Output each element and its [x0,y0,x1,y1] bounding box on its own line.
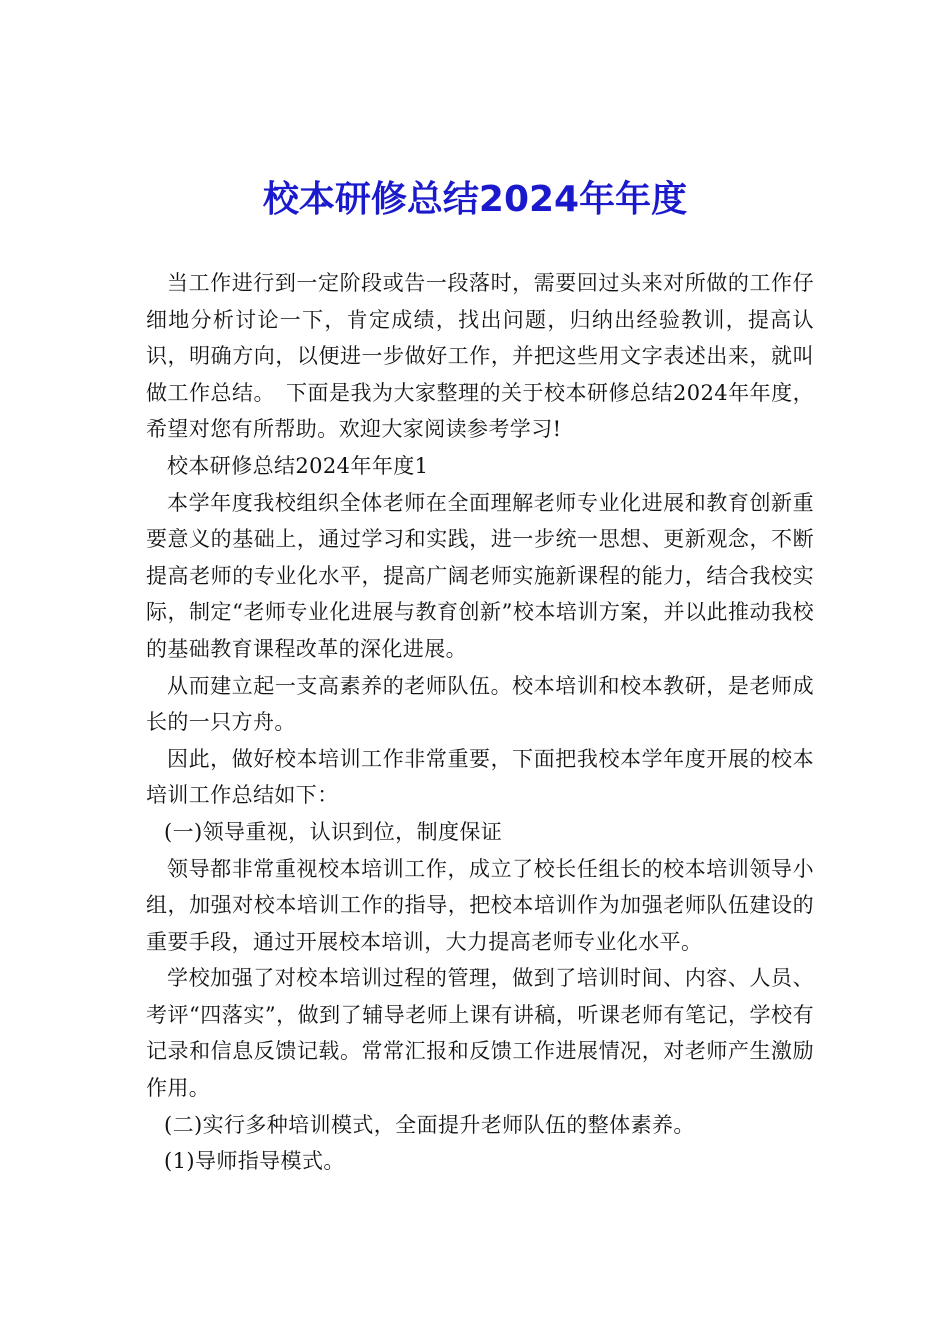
document-title: 校本研修总结2024年年度 [262,179,688,220]
subheading-training-modes: (二)实行多种培训模式，全面提升老师队伍的整体素养。 [164,1112,695,1137]
paragraph-summary-intro: 因此，做好校本培训工作非常重要，下面把我校本学年度开展的校本培训工作总结如下： [146,746,814,808]
paragraph-leadership: 领导都非常重视校本培训工作，成立了校长任组长的校本培训领导小组，加强对校本培训工作的指导，把校本培训作为加强老师队伍建设的重要手段，通过开展校本培训，大力提高老师专业化水平。 [146,856,814,954]
section-heading-1: 校本研修总结2024年年度1 [167,453,429,478]
subheading-leadership: (一)领导重视，认识到位，制度保证 [164,819,503,844]
document-body [146,265,814,1180]
paragraph-team: 从而建立起一支高素养的老师队伍。校本培训和校本教研，是老师成长的一只方舟。 [146,673,814,735]
paragraph-management: 学校加强了对校本培训过程的管理，做到了培训时间、内容、人员、考评“四落实”，做到了辅导老师上课有讲稿，听课老师有笔记，学校有记录和信息反馈记载。常常汇报和反馈工作进展情况，对老师产生激励作用。 [146,966,814,1101]
paragraph-overview: 本学年度我校组织全体老师在全面理解老师专业化进展和教育创新重要意义的基础上，通过学习和实践，进一步统一思想、更新观念，不断提高老师的专业化水平，提高广阔老师实施新课程的能力，结合我校实际，制定“老师专业化进展与教育创新”校本培训方案，并以此推动我校的基础教育课程改革的深化进展。 [146,490,814,661]
paragraph-intro: 当工作进行到一定阶段或告一段落时，需要回过头来对所做的工作仔细地分析讨论一下，肯定成绩，找出问题，归纳出经验教训，提高认识，明确方向，以便进一步做好工作，并把这些用文字表述出来，就叫做工作总结。 下面是我为大家整理的关于校本研修总结2024年年度，希望对您有所帮助。欢迎大家阅读参考学习! [146,271,814,442]
subheading-mentor-mode: (1)导师指导模式。 [164,1149,345,1174]
